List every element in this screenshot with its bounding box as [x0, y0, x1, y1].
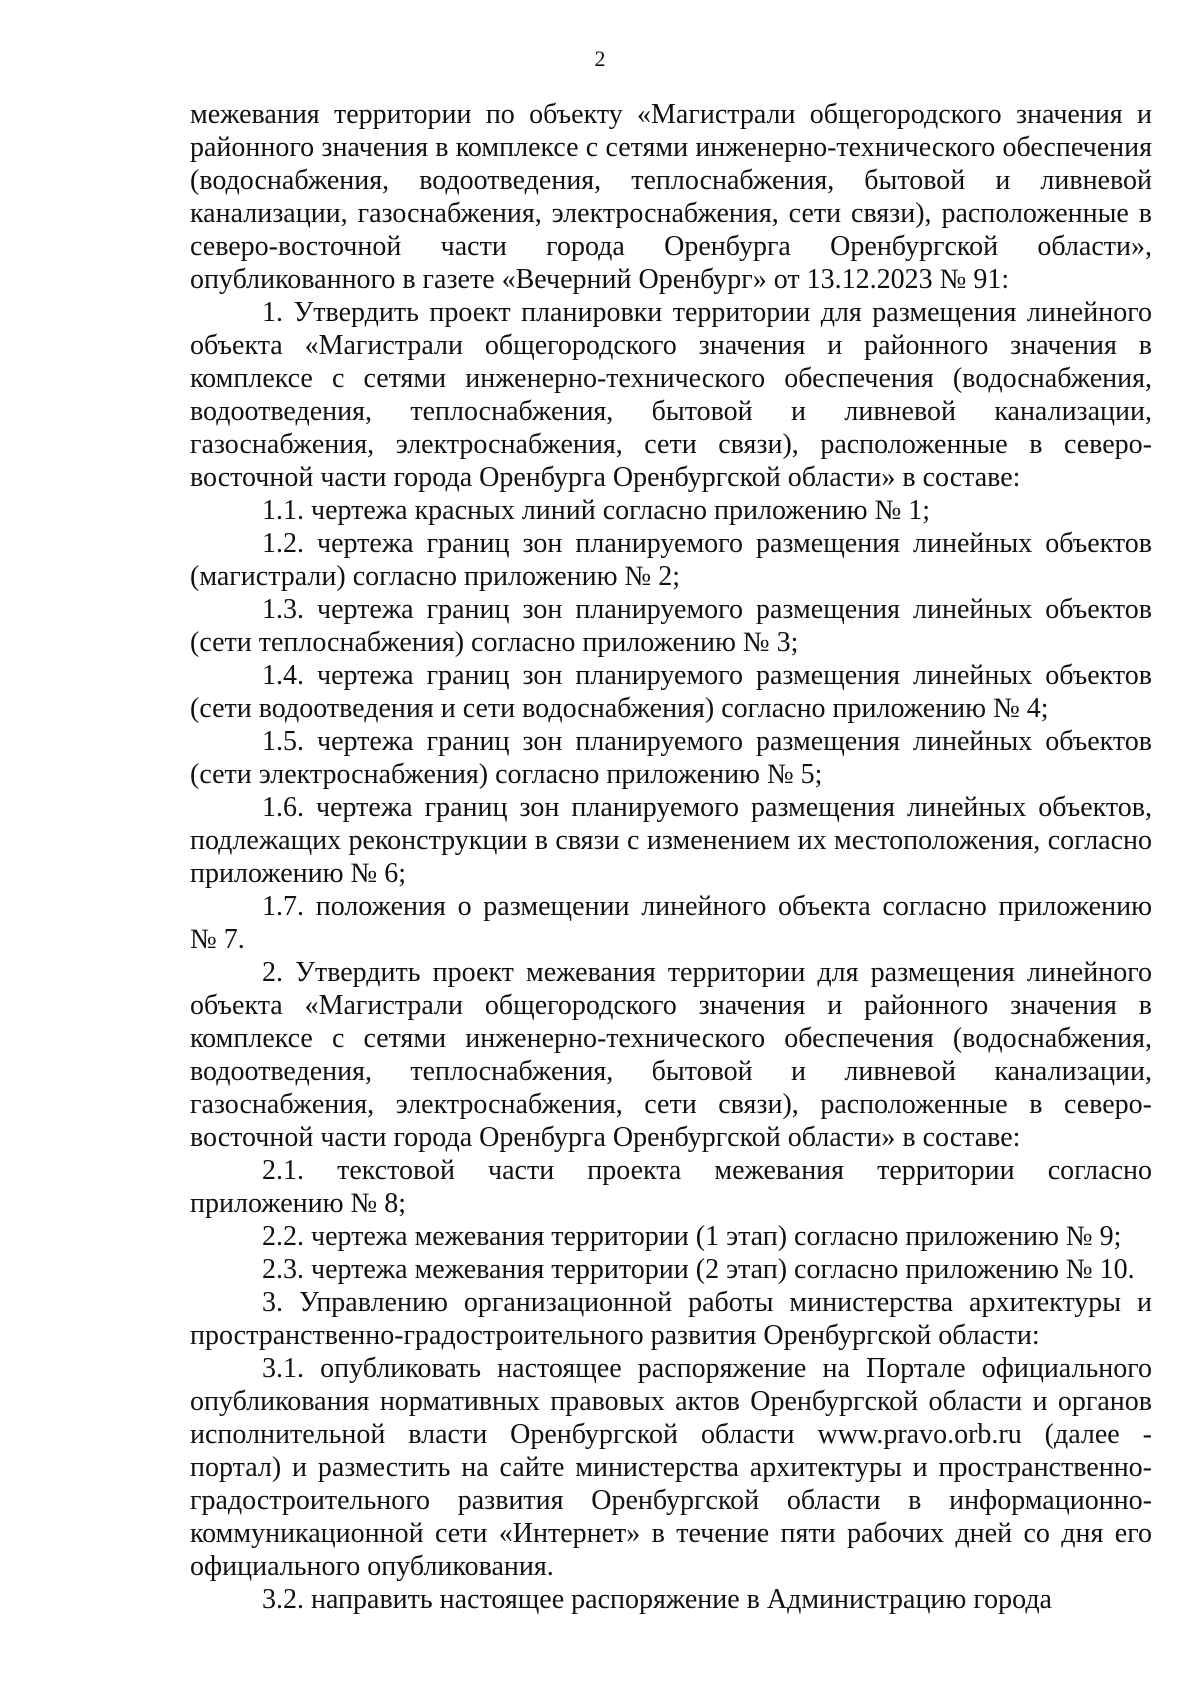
paragraph-1-6: 1.6. чертежа границ зон планируемого размещения линейных объектов, подлежащих реконструкции в связи с изменением их местоположения, согласно приложению № 6; — [190, 792, 1152, 889]
paragraph-1-1: 1.1. чертежа красных линий согласно приложению № 1; — [262, 495, 931, 526]
paragraph-3: 3. Управлению организационной работы министерства архитектуры и пространственно-градостроительного развития Оренбургской области: — [190, 1287, 1152, 1351]
paragraph-1: 1. Утвердить проект планировки территории для размещения линейного объекта «Магистрали общегородского значения и районного значения в комплексе с сетями инженерно-технического обеспечения (водоснабжения, водоотведения, теплоснабжения, бытовой и ливневой канализации, газоснабжения, электроснабжения, сети связи), расположенные в северо-восточной части города Оренбурга Оренбургской области» в составе: — [190, 297, 1152, 493]
paragraph-1-2: 1.2. чертежа границ зон планируемого размещения линейных объектов (магистрали) согласно приложению № 2; — [190, 528, 1152, 592]
paragraph-2-3: 2.3. чертежа межевания территории (2 этап) согласно приложению № 10. — [262, 1254, 1135, 1285]
paragraph-1-3: 1.3. чертежа границ зон планируемого размещения линейных объектов (сети теплоснабжения) согласно приложению № 3; — [190, 594, 1152, 658]
page-number: 2 — [594, 46, 606, 71]
paragraph-2-2: 2.2. чертежа межевания территории (1 этап) согласно приложению № 9; — [262, 1221, 1122, 1252]
paragraph-1-4: 1.4. чертежа границ зон планируемого размещения линейных объектов (сети водоотведения и сети водоснабжения) согласно приложению № 4; — [190, 660, 1152, 724]
paragraph-3-2: 3.2. направить настоящее распоряжение в Администрацию города — [262, 1584, 1052, 1615]
paragraph-2-1: 2.1. текстовой части проекта межевания территории согласно приложению № 8; — [190, 1155, 1152, 1219]
paragraph-1-5: 1.5. чертежа границ зон планируемого размещения линейных объектов (сети электроснабжения) согласно приложению № 5; — [190, 726, 1152, 790]
paragraph-1-7: 1.7. положения о размещении линейного объекта согласно приложению № 7. — [190, 891, 1152, 955]
paragraph-2: 2. Утвердить проект межевания территории для размещения линейного объекта «Магистрали общегородского значения и районного значения в комплексе с сетями инженерно-технического обеспечения (водоснабжения, водоотведения, теплоснабжения, бытовой и ливневой канализации, газоснабжения, электроснабжения, сети связи), расположенные в северо-восточной части города Оренбурга Оренбургской области» в составе: — [190, 957, 1152, 1153]
paragraph-3-1: 3.1. опубликовать настоящее распоряжение на Портале официального опубликования нормативных правовых актов Оренбургской области и органов исполнительной власти Оренбургской области www.pravo.orb.ru (далее - портал) и разместить на сайте министерства архитектуры и пространственно-градостроительного развития Оренбургской области в информационно-коммуникационной сети «Интернет» в течение пяти рабочих дней со дня его официального опубликования. — [190, 1353, 1152, 1582]
document-body — [190, 98, 1152, 1616]
paragraph-intro-continuation: межевания территории по объекту «Магистрали общегородского значения и районного значения в комплексе с сетями инженерно-технического обеспечения (водоснабжения, водоотведения, теплоснабжения, бытовой и ливневой канализации, газоснабжения, электроснабжения, сети связи), расположенные в северо-восточной части города Оренбурга Оренбургской области», опубликованного в газете «Вечерний Оренбург» от 13.12.2023 № 91: — [190, 99, 1152, 295]
